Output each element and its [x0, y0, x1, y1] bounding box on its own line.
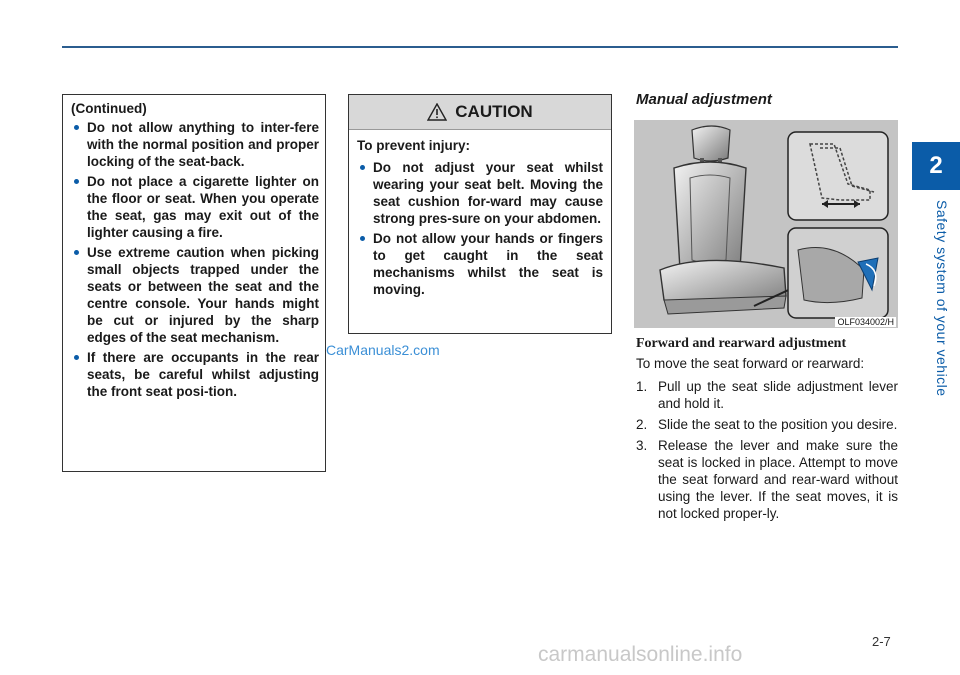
- list-item: Use extreme caution when picking small objects trapped under the seats or between the seat and the centre console. Your hands might be cut or injured by the sharp edges of the seat mechanism.: [71, 244, 319, 346]
- caution-header: [349, 95, 611, 130]
- footer-watermark: carmanualsonline.info: [538, 643, 743, 666]
- seat-illustration: [634, 120, 898, 328]
- list-item: [636, 416, 898, 433]
- figure-label: OLF034002/H: [837, 317, 894, 327]
- caution-lead: To prevent injury:: [357, 138, 471, 153]
- step-text: Slide the seat to the position you desire.: [658, 417, 898, 432]
- bullet-icon: [360, 236, 365, 241]
- continued-warning-box: [62, 94, 326, 472]
- section-title: Manual adjustment: [636, 91, 772, 108]
- carmanuals-watermark: CarManuals2.com: [326, 342, 440, 358]
- list-item: If there are occupants in the rear seats, be careful whilst adjusting the front seat posi-tion.: [71, 349, 319, 400]
- bullet-icon: [74, 250, 79, 255]
- intro-text: To move the seat forward or rearward:: [636, 356, 865, 371]
- list-item: Do not adjust your seat whilst wearing your seat belt. Moving the seat cushion for-ward may cause strong pres-sure on your abdomen.: [357, 159, 603, 227]
- page-number: 2-7: [872, 634, 891, 649]
- subsection-title: Forward and rearward adjustment: [636, 336, 847, 351]
- bullet-icon: [74, 355, 79, 360]
- step-number: 1.: [636, 379, 648, 394]
- caution-title: CAUTION: [455, 102, 533, 121]
- step-number: 2.: [636, 417, 648, 432]
- list-item: Do not allow your hands or fingers to get caught in the seat mechanisms whilst the seat is moving.: [357, 230, 603, 298]
- list-item: Do not allow anything to inter-fere with the normal position and proper locking of the seat-back.: [71, 119, 319, 170]
- step-text: Pull up the seat slide adjustment lever and hold it.: [658, 379, 898, 411]
- seat-adjustment-figure: [634, 120, 898, 328]
- header-rule: [62, 46, 898, 48]
- continued-list: [71, 119, 319, 400]
- chapter-title: Safety system of your vehicle: [934, 200, 950, 397]
- continued-heading: (Continued): [71, 101, 147, 116]
- bullet-icon: [74, 125, 79, 130]
- caution-box: [348, 94, 612, 334]
- bullet-icon: [360, 165, 365, 170]
- list-item: [636, 437, 898, 522]
- step-text: Release the lever and make sure the seat is locked in place. Attempt to move the seat forward and rear-ward without using the lever. If the seat moves, it is not locked proper-ly.: [658, 438, 898, 521]
- step-number: 3.: [636, 438, 648, 453]
- steps-list: [636, 378, 898, 526]
- bullet-icon: [74, 179, 79, 184]
- list-item: [636, 378, 898, 412]
- list-item: Do not place a cigarette lighter on the floor or seat. When you operate the seat, gas may exit out of the lighter causing a fire.: [71, 173, 319, 241]
- chapter-number-tab: 2: [912, 142, 960, 190]
- caution-list: [357, 159, 603, 298]
- warning-triangle-icon: [427, 103, 447, 121]
